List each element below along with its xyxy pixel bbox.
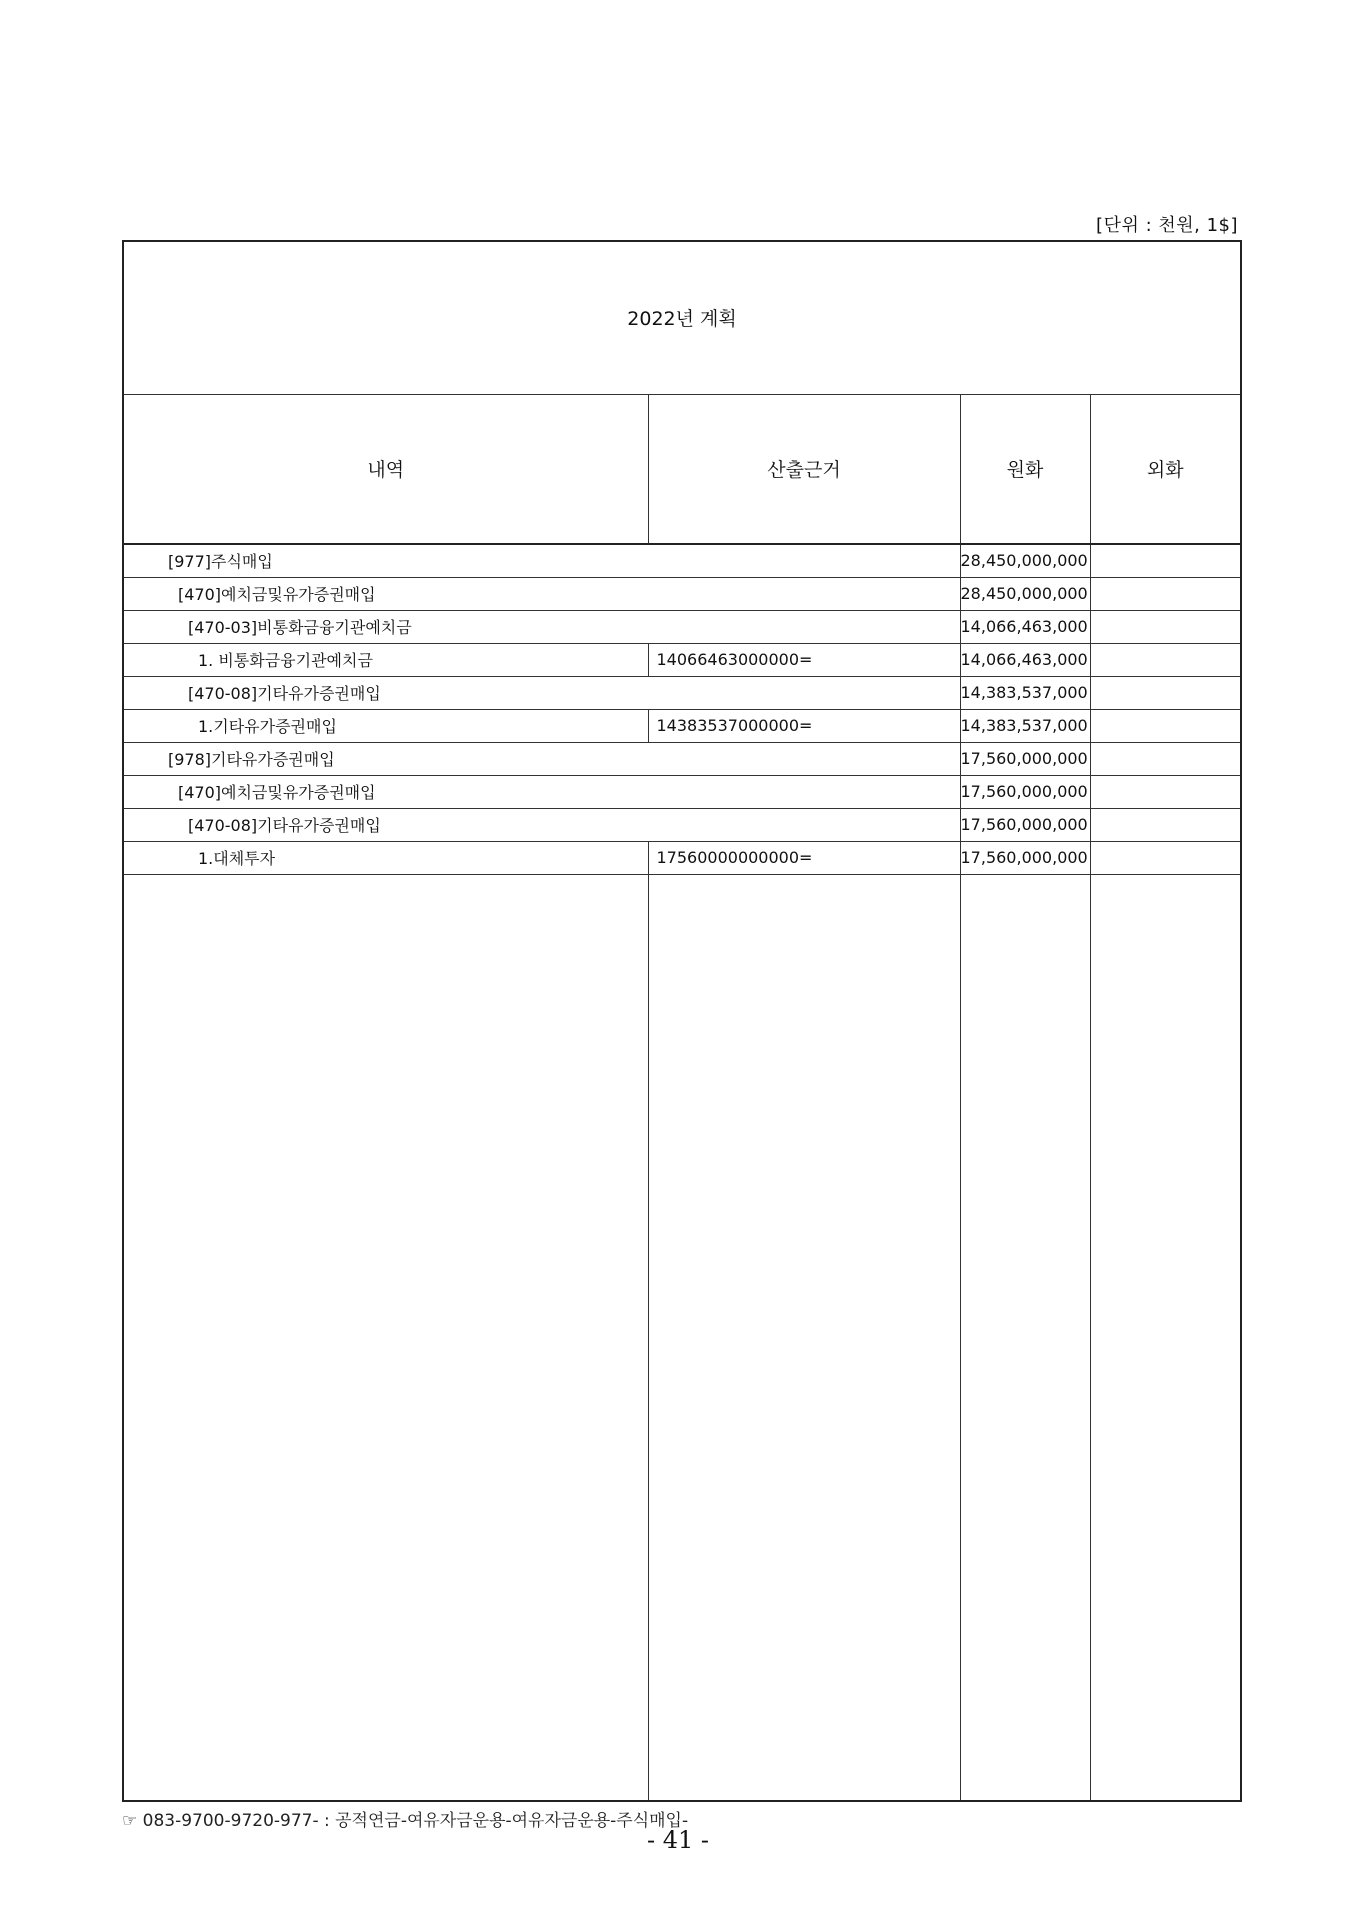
table-row [123,742,1241,775]
row-krw-amount: 28,450,000,000 [960,577,1090,610]
row-foreign-amount [1090,841,1241,874]
page-number: - 41 - [646,1826,709,1854]
row-desc: 1.대체투자 [123,841,648,874]
table-row [123,808,1241,841]
row-krw-amount: 17,560,000,000 [960,775,1090,808]
plan-title-row [123,241,1241,394]
row-desc: 1. 비통화금융기관예치금 [123,643,648,676]
table-row [123,709,1241,742]
row-krw-amount: 17,560,000,000 [960,841,1090,874]
row-desc: [470-08]기타유가증권매입 [123,808,960,841]
row-foreign-amount [1090,676,1241,709]
column-header-basis: 산출근거 [648,394,960,544]
column-header-foreign: 외화 [1090,394,1241,544]
footer-code: ☞ 083-9700-9720-977- : 공적연금-여유자금운용-여유자금운용-주식매입- [122,1811,689,1831]
row-krw-amount: 17,560,000,000 [960,808,1090,841]
blank-cell [648,874,960,1801]
unit-label: [단위 : 천원, 1$] [1096,215,1238,236]
table-row [123,610,1241,643]
row-krw-amount: 17,560,000,000 [960,742,1090,775]
plan-title: 2022년 계획 [123,241,1241,394]
blank-cell [123,874,648,1801]
column-header-row [123,394,1241,544]
row-krw-amount: 14,066,463,000 [960,610,1090,643]
row-desc: [470-03]비통화금융기관예치금 [123,610,960,643]
table-row [123,676,1241,709]
row-krw-amount: 14,383,537,000 [960,709,1090,742]
row-desc: 1.기타유가증권매입 [123,709,648,742]
row-basis: 14066463000000= [648,643,960,676]
table-row [123,775,1241,808]
table-row [123,544,1241,578]
row-krw-amount: 28,450,000,000 [960,544,1090,578]
row-desc: [470]예치금및유가증권매입 [123,775,960,808]
table-row [123,577,1241,610]
row-krw-amount: 14,066,463,000 [960,643,1090,676]
row-foreign-amount [1090,775,1241,808]
blank-filler-row [123,874,1241,1801]
column-header-desc: 내역 [123,394,648,544]
row-desc: [470]예치금및유가증권매입 [123,577,960,610]
row-foreign-amount [1090,544,1241,578]
row-krw-amount: 14,383,537,000 [960,676,1090,709]
column-header-krw: 원화 [960,394,1090,544]
row-foreign-amount [1090,709,1241,742]
row-desc: [978]기타유가증권매입 [123,742,960,775]
blank-cell [1090,874,1241,1801]
row-basis: 14383537000000= [648,709,960,742]
row-foreign-amount [1090,610,1241,643]
row-foreign-amount [1090,577,1241,610]
table-body [123,544,1241,1801]
row-foreign-amount [1090,742,1241,775]
blank-cell [960,874,1090,1801]
row-desc: [470-08]기타유가증권매입 [123,676,960,709]
row-desc: [977]주식매입 [123,544,960,578]
table-row [123,643,1241,676]
row-foreign-amount [1090,643,1241,676]
row-foreign-amount [1090,808,1241,841]
budget-table [122,240,1242,1802]
row-basis: 17560000000000= [648,841,960,874]
table-row [123,841,1241,874]
